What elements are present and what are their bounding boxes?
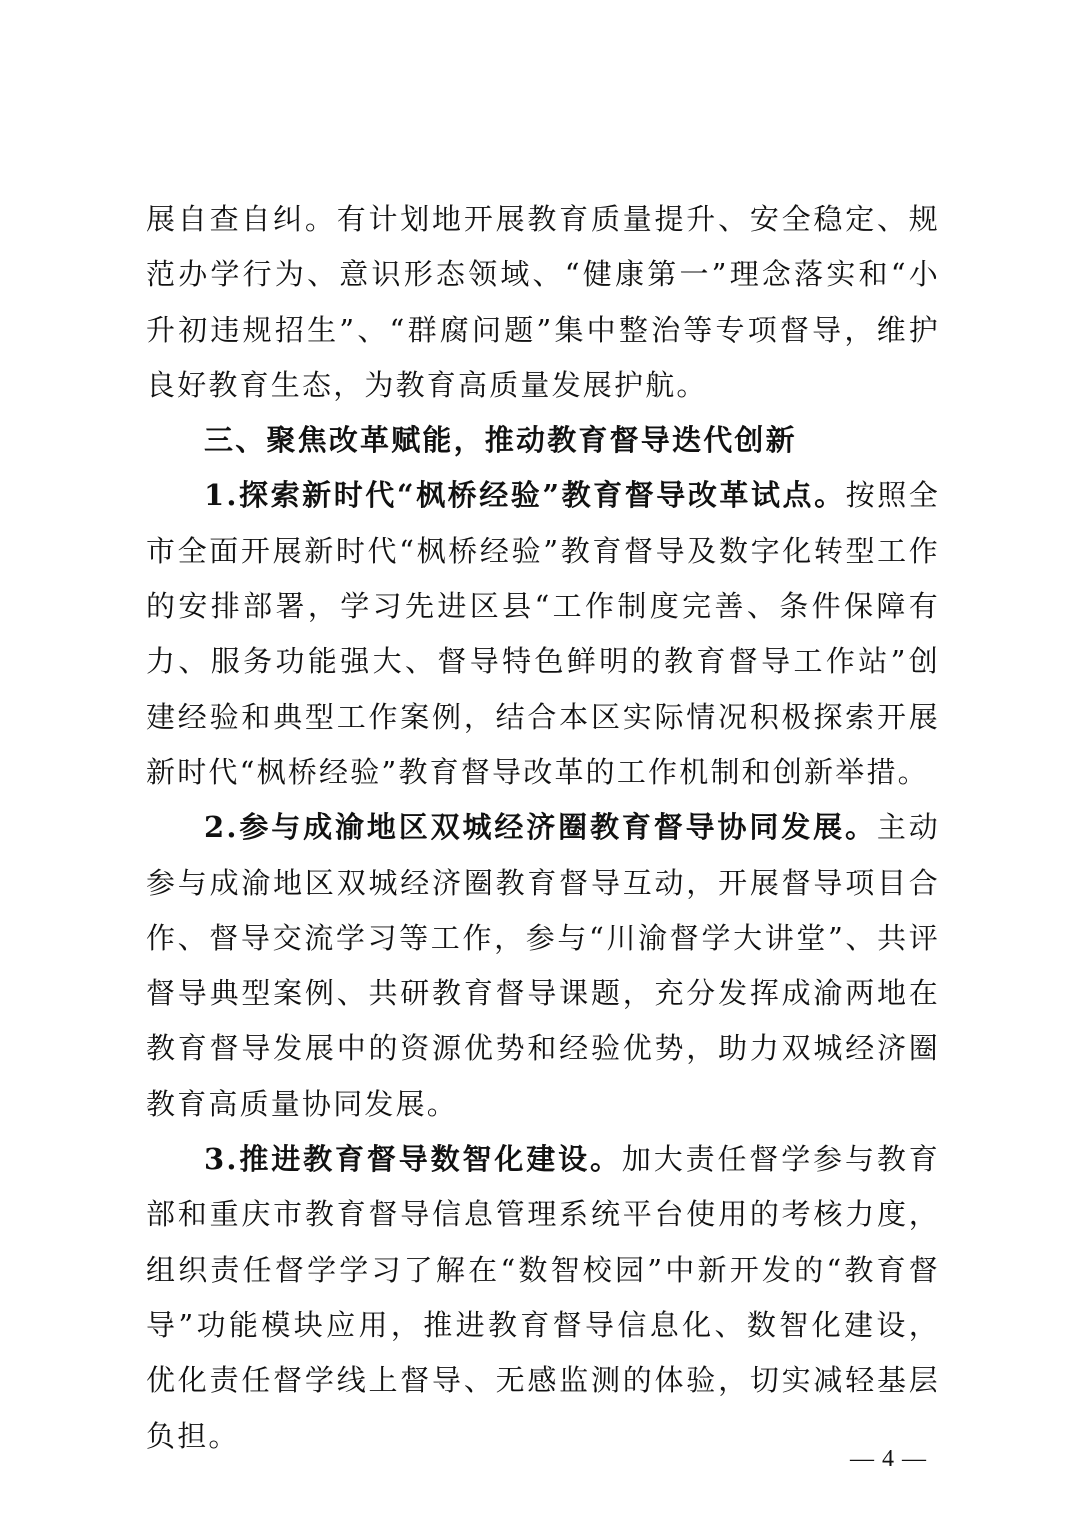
- item-body-2: 主动参与成渝地区双城经济圈教育督导互动，开展督导项目合作、督导交流学习等工作，参与“川渝督学大讲堂”、共评督导典型案例、共研教育督导课题，充分发挥成渝两地在教育督导发展中的资源优势和经验优势，助力双城经济圈教育高质量协同发展。: [146, 810, 940, 1121]
- item-paragraph-3: [146, 1132, 940, 1464]
- page-number: — 4 —: [850, 1446, 927, 1472]
- item-lead-2: 2.参与成渝地区双城经济圈教育督导协同发展。: [204, 810, 877, 845]
- item-lead-3: 3.推进教育督导数智化建设。: [204, 1142, 622, 1177]
- document-body: [146, 192, 940, 1464]
- item-body-1: 按照全市全面开展新时代“枫桥经验”教育督导及数字化转型工作的安排部署，学习先进区县“工作制度完善、条件保障有力、服务功能强大、督导特色鲜明的教育督导工作站”创建经验和典型工作案例，结合本区实际情况积极探索开展新时代“枫桥经验”教育督导改革的工作机制和创新举措。: [146, 478, 940, 789]
- item-paragraph-1: [146, 468, 940, 800]
- section-heading: 三、聚焦改革赋能，推动教育督导迭代创新: [204, 423, 797, 458]
- continued-paragraph: 展自查自纠。有计划地开展教育质量提升、安全稳定、规范办学行为、意识形态领域、“健康第一”理念落实和“小升初违规招生”、“群腐问题”集中整治等专项督导，维护良好教育生态，为教育高质量发展护航。: [146, 202, 940, 402]
- item-body-3: 加大责任督学参与教育部和重庆市教育督导信息管理系统平台使用的考核力度，组织责任督学学习了解在“数智校园”中新开发的“教育督导”功能模块应用，推进教育督导信息化、数智化建设，优化责任督学线上督导、无感监测的体验，切实减轻基层负担。: [146, 1142, 940, 1453]
- item-paragraph-2: [146, 800, 940, 1132]
- item-lead-1: 1.探索新时代“枫桥经验”教育督导改革试点。: [204, 478, 846, 513]
